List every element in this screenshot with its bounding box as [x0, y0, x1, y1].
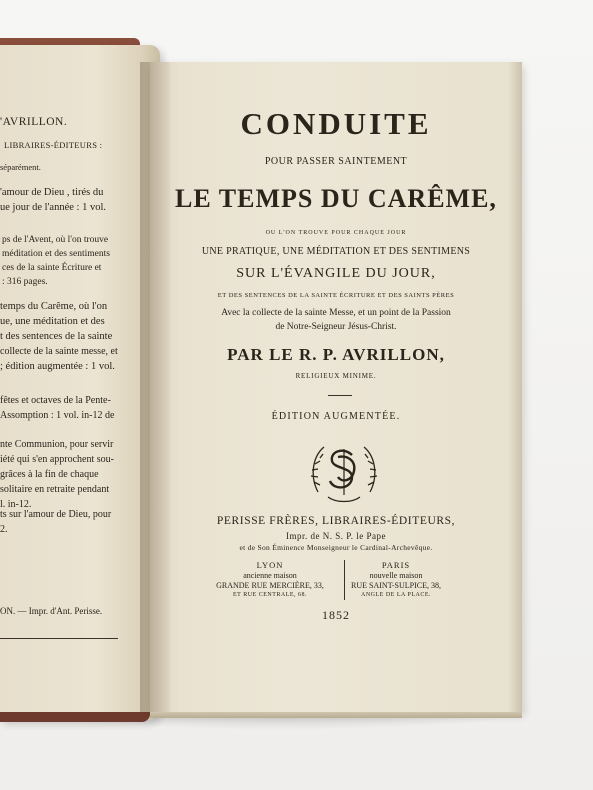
left-line: ces de la sainte Écriture et [2, 263, 102, 273]
left-line: temps du Carême, où l'on [0, 301, 108, 312]
left-line: : 316 pages. [2, 277, 48, 287]
edition-line: ÉDITION AUGMENTÉE. [271, 411, 401, 422]
main-subtitle: LE TEMPS DU CARÊME, [175, 184, 497, 213]
left-line: méditation et des sentiments [2, 249, 110, 259]
left-line: ps de l'Avent, où l'on trouve [2, 235, 109, 245]
left-line: 2. [0, 524, 8, 535]
publication-year: 1852 [322, 608, 350, 622]
left-line: solitaire en retraite pendant [0, 484, 110, 495]
lyon-line-2: GRANDE RUE MERCIÈRE, 33, [216, 581, 324, 590]
author-role: RELIGIEUX MINIME. [295, 372, 377, 380]
paris-city: PARIS [381, 560, 411, 570]
left-line: séparément. [0, 162, 41, 172]
left-line: ; édition augmentée : 1 vol. [0, 361, 115, 372]
subtitle-small: POUR PASSER SAINTEMENT [264, 156, 408, 167]
left-line: iété qui s'en approchent sou- [0, 454, 114, 465]
left-imprint: ON. — Impr. d'Ant. Perisse. [0, 606, 103, 616]
paris-line-1: nouvelle maison [369, 571, 423, 580]
lyon-line-1: ancienne maison [243, 571, 297, 580]
paris-line-2: RUE SAINT-SULPICE, 38, [351, 581, 441, 590]
left-line: nte Communion, pour servir [0, 439, 114, 450]
book-title: CONDUITE [240, 106, 432, 141]
lyon-city: LYON [256, 560, 284, 570]
left-page [0, 45, 160, 720]
left-line: LIBRAIRES-ÉDITEURS : [4, 140, 103, 150]
publisher-monogram-icon [308, 437, 380, 507]
left-line: grâces à la fin de chaque [0, 469, 99, 480]
left-line: 'AVRILLON. [0, 116, 68, 128]
gospel-line: SUR L'ÉVANGILE DU JOUR, [236, 266, 436, 281]
left-line: ue jour de l'année : 1 vol. [0, 202, 106, 213]
left-page-rule [0, 638, 118, 639]
where-line: OU L'ON TROUVE POUR CHAQUE JOUR [265, 230, 407, 236]
lyon-line-3: ET RUE CENTRALE, 68. [232, 592, 308, 598]
publisher-line: PERISSE FRÈRES, LIBRAIRES-ÉDITEURS, [216, 515, 456, 527]
left-line: collecte de la sainte messe, et [0, 346, 118, 357]
left-line: Assomption : 1 vol. in-12 de [0, 410, 115, 421]
practice-line: UNE PRATIQUE, UNE MÉDITATION ET DES SENTIMENS [201, 246, 471, 257]
left-line: 'amour de Dieu , tirés du [0, 187, 104, 198]
collecte-line: Avec la collecte de la sainte Messe, et un point de la Passion [221, 308, 451, 318]
book-cover-edge-bottom [0, 712, 150, 722]
eminence-line: et de Son Éminence Monseigneur le Cardinal-Archevêque. [239, 543, 433, 552]
left-line: l. in-12. [0, 499, 32, 510]
left-line: ts sur l'amour de Dieu, pour [0, 509, 112, 520]
paris-line-3: ANGLE DE LA PLACE. [361, 592, 431, 598]
left-line: t des sentences de la sainte [0, 331, 113, 342]
page-block-edge [150, 712, 522, 718]
printer-line: Impr. de N. S. P. le Pape [286, 531, 386, 541]
passion-line: de Notre-Seigneur Jésus-Christ. [275, 322, 397, 332]
title-divider [328, 395, 352, 396]
author-line: PAR LE R. P. AVRILLON, [227, 345, 445, 364]
left-line: fêtes et octaves de la Pente- [0, 395, 111, 406]
sentences-line: ET DES SENTENCES DE LA SAINTE ÉCRITURE ET DES SAINTS PÈRES [217, 292, 455, 299]
left-line: ue, une méditation et des [0, 316, 105, 327]
